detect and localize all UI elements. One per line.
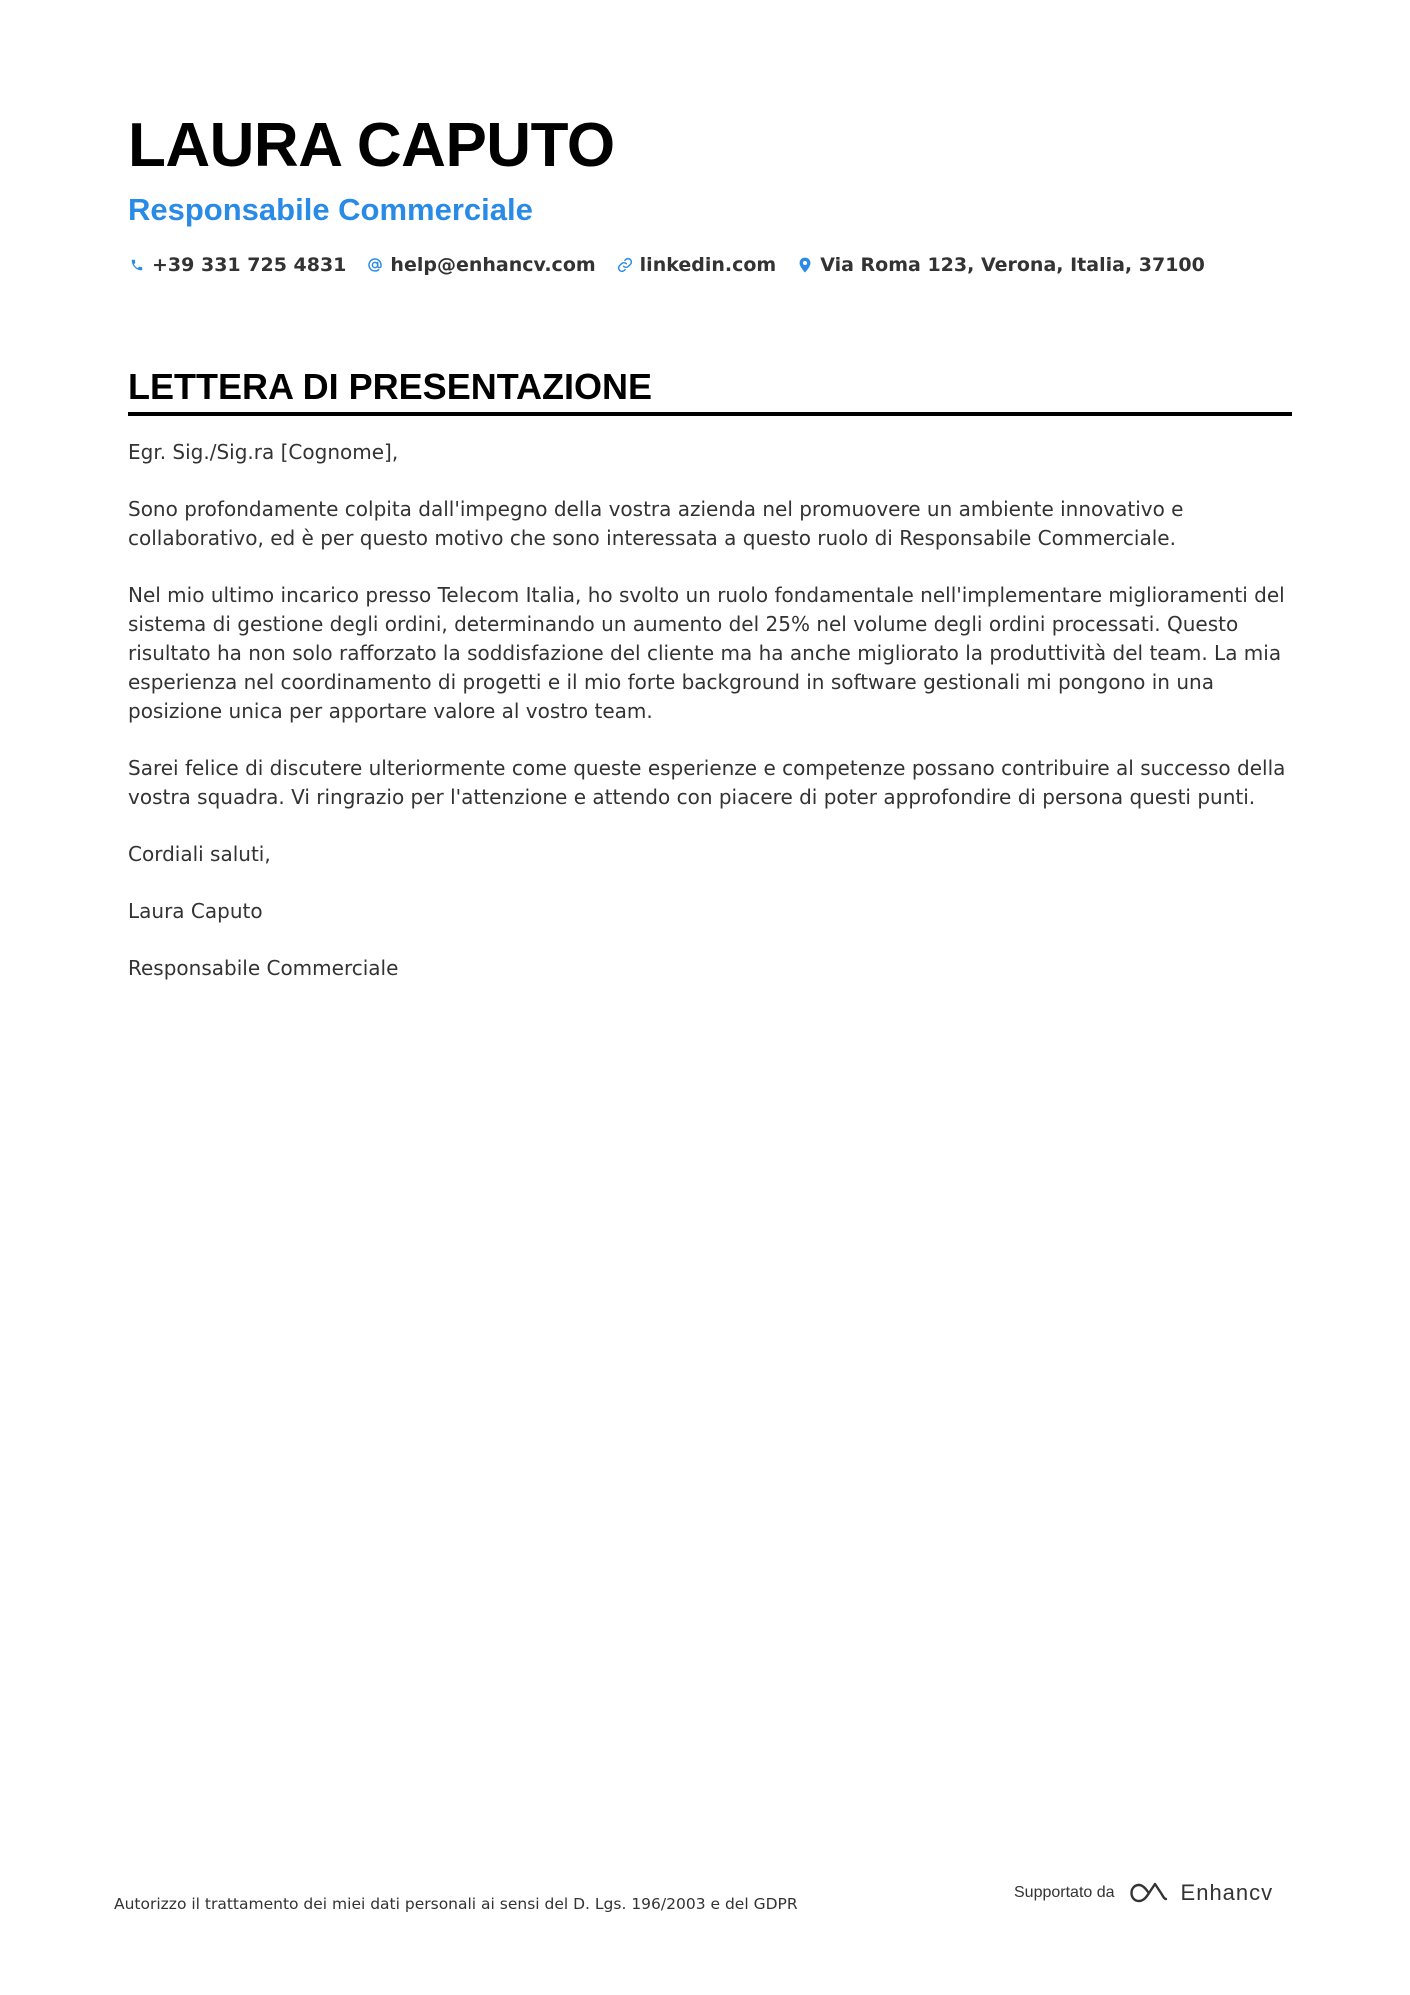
letter-paragraph: Nel mio ultimo incarico presso Telecom Italia, ho svolto un ruolo fondamentale nell'implementare miglioramenti del sistema di gestione degli ordini, determinando un aumento del 25% nel volume degli ordini processati. Questo risultato ha non solo rafforzato la soddisfazione del cliente ma ha anche migliorato la produttività del team. La mia esperienza nel coordinamento di progetti e il mio forte background in software gestionali mi pongono in una posizione unica per apportare valore al vostro team.: [128, 583, 1285, 723]
at-icon: [366, 256, 384, 274]
contact-bar: [128, 254, 1292, 276]
job-title: Responsabile Commerciale: [128, 192, 533, 227]
header: [128, 108, 1292, 276]
powered-by: [1014, 1880, 1273, 1906]
letter-paragraph: Sarei felice di discutere ulteriormente come queste esperienze e competenze possano contribuire al successo della vostra squadra. Vi ringrazio per l'attenzione e attendo con piacere di poter approfondire di persona questi punti.: [128, 756, 1286, 809]
closing: Cordiali saluti,: [128, 842, 271, 866]
candidate-name: LAURA CAPUTO: [128, 111, 615, 180]
signature-name: Laura Caputo: [128, 899, 263, 923]
consent-note: Autorizzo il trattamento dei miei dati personali ai sensi del D. Lgs. 196/2003 e del GDPR: [114, 1895, 798, 1913]
letter-paragraph: Sono profondamente colpita dall'impegno della vostra azienda nel promuovere un ambiente innovativo e collaborativo, ed è per questo motivo che sono interessata a questo ruolo di Responsabile Commerciale.: [128, 497, 1184, 550]
contact-email: [366, 254, 595, 276]
letter-body: [128, 438, 1292, 983]
contact-website: [616, 254, 777, 276]
contact-address: [796, 254, 1205, 276]
contact-phone: [128, 254, 346, 276]
email-address[interactable]: help@enhancv.com: [390, 254, 596, 276]
brand-name: Enhancv: [1180, 1880, 1274, 1905]
phone-number: +39 331 725 4831: [152, 254, 347, 276]
signature-title: Responsabile Commerciale: [128, 956, 399, 980]
address: Via Roma 123, Verona, Italia, 37100: [820, 254, 1205, 276]
salutation: Egr. Sig./Sig.ra [Cognome],: [128, 440, 399, 464]
phone-icon: [128, 256, 146, 274]
location-pin-icon: [796, 256, 814, 274]
powered-by-label: Supportato da: [1014, 1884, 1115, 1901]
cover-letter-section: [128, 364, 1292, 1011]
section-title: LETTERA DI PRESENTAZIONE: [128, 364, 1292, 416]
link-icon: [616, 256, 634, 274]
website-link[interactable]: linkedin.com: [639, 254, 777, 276]
enhancv-logo-icon: [1125, 1880, 1171, 1906]
